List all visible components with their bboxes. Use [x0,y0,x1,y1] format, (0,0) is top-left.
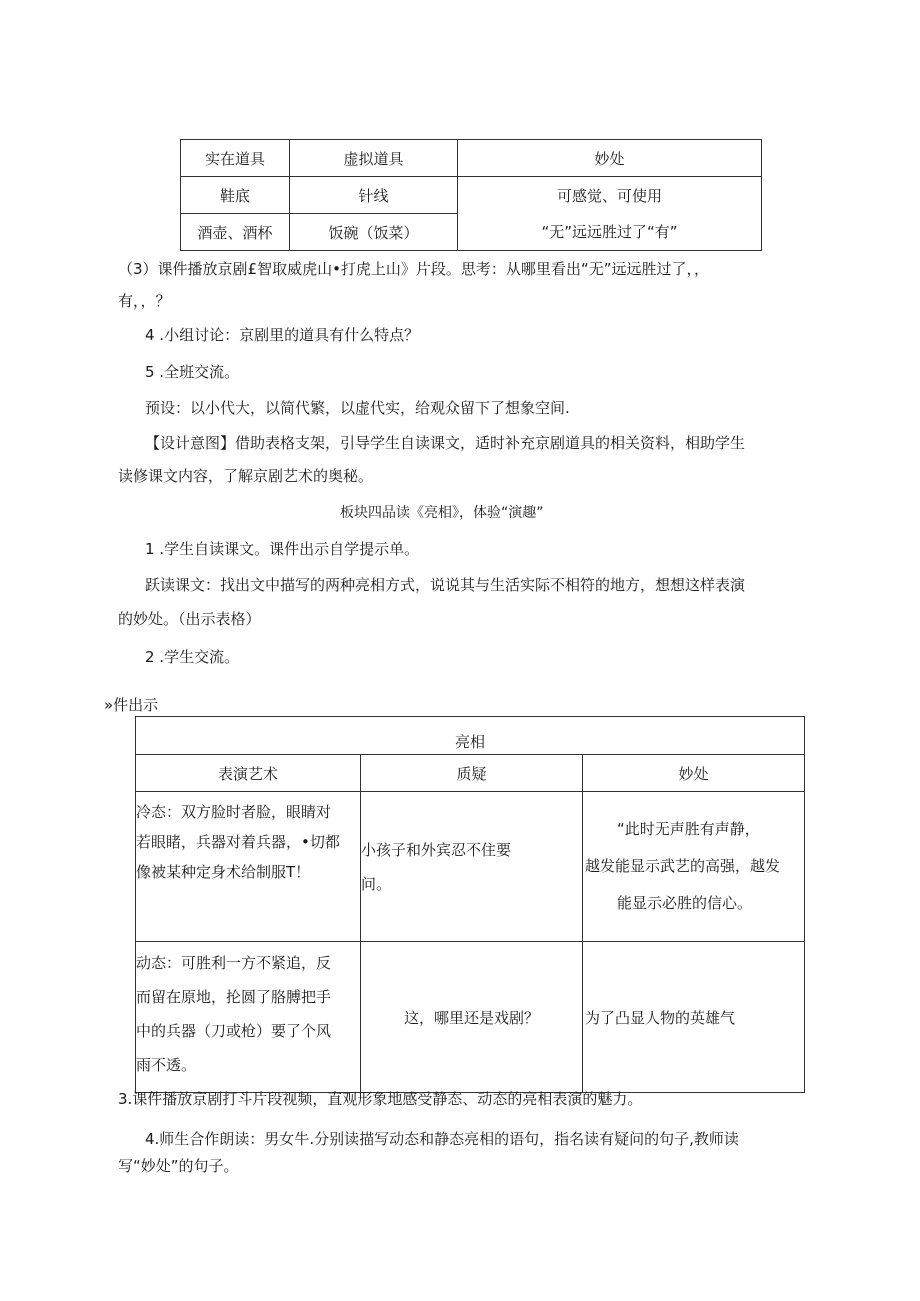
text-line: 动态：可胜利一方不紧追，反 [136,954,332,972]
props-table [180,139,762,251]
table-row [136,717,805,755]
text-line: 小孩子和外宾忍不住要 [361,840,512,859]
table-row [136,792,805,942]
step-4: 4 .小组讨论：京剧里的道具有什么特点？ [145,326,420,344]
cell-dynamic-doubt: 这，哪里还是戏剧？ [361,942,583,1093]
header-merit: 妙处 [583,755,805,792]
cell-real: 酒壶、酒杯 [181,214,290,251]
text-line: 问。 [361,874,392,893]
cell-static-doubt [361,792,583,942]
pose-table [135,716,805,1093]
table-title: 亮相 [136,717,805,755]
step-1: 1 .学生自读课文。课件出示自学提示单。 [145,540,420,558]
courseware-label: »件出示 [104,696,159,714]
header-real-props: 实在道具 [181,140,290,177]
cell-real: 鞋底 [181,177,290,214]
design-intent-line1: 【设计意图】借助表格支架，引导学生自读课文，适时补充京剧道具的相关资料，相助学生 [145,434,746,452]
table-row [181,177,762,214]
skim-line1: 跃读课文：找出文中描写的两种亮相方式，说说其与生活实际不相符的地方，想想这样表演 [145,576,746,594]
text-line: 越发能显示武艺的高强，越发 [585,857,781,875]
cell-virtual: 针线 [290,177,458,214]
paragraph-3-line2: 有，，？ [118,292,171,310]
table-row [136,942,805,1093]
text-line: 冷态：双方脸时者脸，眼睛对 [136,803,332,821]
text-line: 雨不透。 [136,1056,197,1074]
text-line: 而留在原地，抡圆了胳膊把手 [136,988,332,1006]
preset-text: 预设：以小代大，以简代繁，以虚代实，给观众留下了想象空间. [145,399,570,417]
cell-virtual: 饭碗（饭菜） [290,214,458,251]
header-virtual-props: 虚拟道具 [290,140,458,177]
header-performance: 表演艺术 [136,755,361,792]
cell-static-merit [583,792,805,942]
step-2: 2 .学生交流。 [145,648,240,666]
step-4-line2: 写“妙处”的句子。 [118,1157,239,1175]
text-line: 若眼睹，兵器对着兵器，•切都 [136,833,340,851]
design-intent-line2: 读修课文内容，了解京剧艺术的奥秘。 [118,467,374,485]
header-merit: 妙处 [458,140,762,177]
table-row [136,755,805,792]
cell-merit: “无”远远胜过了“有” [458,214,762,251]
section-title: 板块四品读《亮相》，体验“演趣” [340,505,544,521]
skim-line2: 的妙处。（出示表格） [118,610,261,628]
table-row [181,214,762,251]
text-line: 能显示必胜的信心。 [617,894,753,912]
step-3: 3.课件播放京剧打斗片段视频，直观形象地感受静态、动态的亮相表演的魅力。 [118,1090,643,1108]
paragraph-3-line1: （3）课件播放京剧£智取威虎山•打虎上山》片段。思考：从哪里看出“无”远远胜过了，， [118,260,709,278]
header-doubt: 质疑 [361,755,583,792]
step-4-line1: 4.师生合作朗读：男女牛.分别读描写动态和静态亮相的语句，指名读有疑问的句子,教师读 [145,1130,739,1148]
cell-dynamic-merit: 为了凸显人物的英雄气 [583,942,805,1093]
step-5: 5 .全班交流。 [145,363,240,381]
table-row [181,140,762,177]
cell-merit: 可感觉、可使用 [458,177,762,214]
text-line: 像被某种定身术给制服T！ [136,863,311,881]
cell-static-art [136,792,361,942]
cell-dynamic-art [136,942,361,1093]
text-line: “此时无声胜有声静， [617,820,760,838]
text-line: 中的兵器（刀或枪）要了个风 [136,1022,332,1040]
